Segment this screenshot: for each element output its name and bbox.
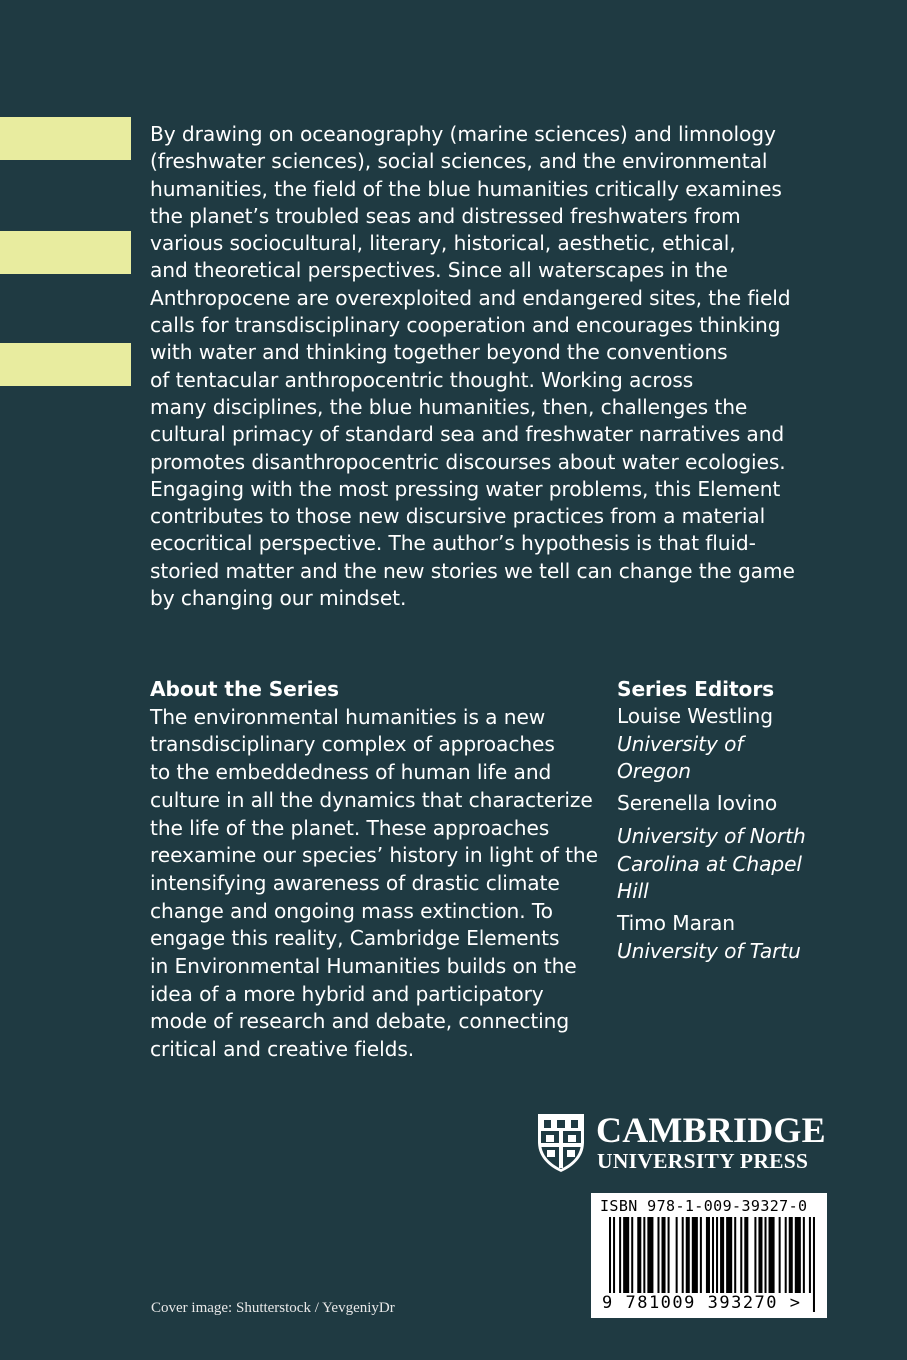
editor-name: Louise Westling — [617, 704, 773, 729]
abstract-line: and theoretical perspectives. Since all waterscapes in the — [150, 258, 728, 283]
abstract-line: storied matter and the new stories we tell can change the game — [150, 558, 795, 583]
abstract-line: Anthropocene are overexploited and endangered sites, the field — [150, 285, 791, 310]
about-series-line: idea of a more hybrid and participatory — [150, 981, 544, 1006]
abstract-line: the planet’s troubled seas and distressed freshwaters from — [150, 203, 741, 228]
editor-entry — [617, 910, 847, 965]
about-series-line: to the embeddedness of human life and — [150, 760, 552, 785]
editor-affiliation-line: University of Tartu — [617, 938, 801, 963]
abstract-line: Engaging with the most pressing water problems, this Element — [150, 476, 781, 501]
abstract-line: (freshwater sciences), social sciences, and the environmental — [150, 149, 768, 174]
accent-bar — [0, 231, 131, 274]
abstract-line: By drawing on oceanography (marine sciences) and limnology — [150, 122, 776, 146]
abstract-line: ecocritical perspective. The author’s hypothesis is that fluid- — [150, 531, 756, 556]
editor-affiliation — [617, 731, 847, 786]
publisher-name: CAMBRIDGE — [596, 1110, 826, 1150]
editor-affiliation-line: Hill — [617, 879, 649, 904]
abstract-line: cultural primacy of standard sea and freshwater narratives and — [150, 422, 785, 447]
editor-affiliation — [617, 938, 847, 965]
editor-affiliation-line: Carolina at Chapel — [617, 851, 802, 876]
cover-image-credit: Cover image: Shutterstock / YevgeniyDr — [151, 1300, 395, 1316]
about-series-line: in Environmental Humanities builds on the — [150, 954, 577, 979]
editor-affiliation-line: University of North — [617, 824, 806, 849]
about-series-line: change and ongoing mass extinction. To — [150, 898, 553, 923]
editor-entry — [617, 790, 847, 905]
about-series-line: engage this reality, Cambridge Elements — [150, 926, 560, 951]
series-editors — [617, 676, 847, 965]
series-editors-heading: Series Editors — [617, 677, 775, 701]
about-the-series — [150, 676, 610, 1064]
isbn-label: ISBN 978-1-009-39327-0 — [600, 1197, 808, 1215]
abstract-line: with water and thinking together beyond the conventions — [150, 340, 728, 365]
about-series-line: reexamine our species’ history in light of the — [150, 843, 598, 868]
book-abstract — [150, 121, 840, 612]
editor-affiliation-line: Oregon — [617, 758, 691, 783]
abstract-line: promotes disanthropocentric discourses about water ecologies. — [150, 449, 786, 474]
editor-name: Timo Maran — [617, 911, 736, 936]
abstract-line: by changing our mindset. — [150, 586, 407, 611]
about-series-line: The environmental humanities is a new — [150, 704, 546, 729]
barcode-digits: 9 781009 393270 > — [602, 1293, 802, 1313]
abstract-line: many disciplines, the blue humanities, then, challenges the — [150, 394, 748, 419]
about-series-heading: About the Series — [150, 677, 339, 701]
accent-bar — [0, 117, 131, 160]
abstract-line: various sociocultural, literary, historical, aesthetic, ethical, — [150, 231, 736, 256]
isbn-barcode — [591, 1193, 827, 1318]
cambridge-shield-icon — [536, 1112, 586, 1174]
about-series-line: intensifying awareness of drastic climate — [150, 870, 560, 895]
editor-affiliation — [617, 823, 847, 905]
editor-name: Serenella Iovino — [617, 791, 778, 816]
about-series-line: mode of research and debate, connecting — [150, 1009, 570, 1034]
accent-bar — [0, 343, 131, 386]
about-series-line: culture in all the dynamics that characterize — [150, 787, 593, 812]
abstract-line: calls for transdisciplinary cooperation and encourages thinking — [150, 313, 781, 338]
editor-entry — [617, 703, 847, 785]
publisher-logo — [536, 1112, 836, 1174]
about-series-line: critical and creative fields. — [150, 1037, 415, 1062]
abstract-line: humanities, the field of the blue humanities critically examines — [150, 176, 782, 201]
about-series-line: the life of the planet. These approaches — [150, 815, 550, 840]
about-series-line: transdisciplinary complex of approaches — [150, 732, 555, 757]
publisher-subname: UNIVERSITY PRESS — [597, 1149, 809, 1173]
abstract-line: of tentacular anthropocentric thought. Working across — [150, 367, 694, 392]
editor-affiliation-line: University of — [617, 731, 744, 756]
abstract-line: contributes to those new discursive practices from a material — [150, 504, 766, 529]
